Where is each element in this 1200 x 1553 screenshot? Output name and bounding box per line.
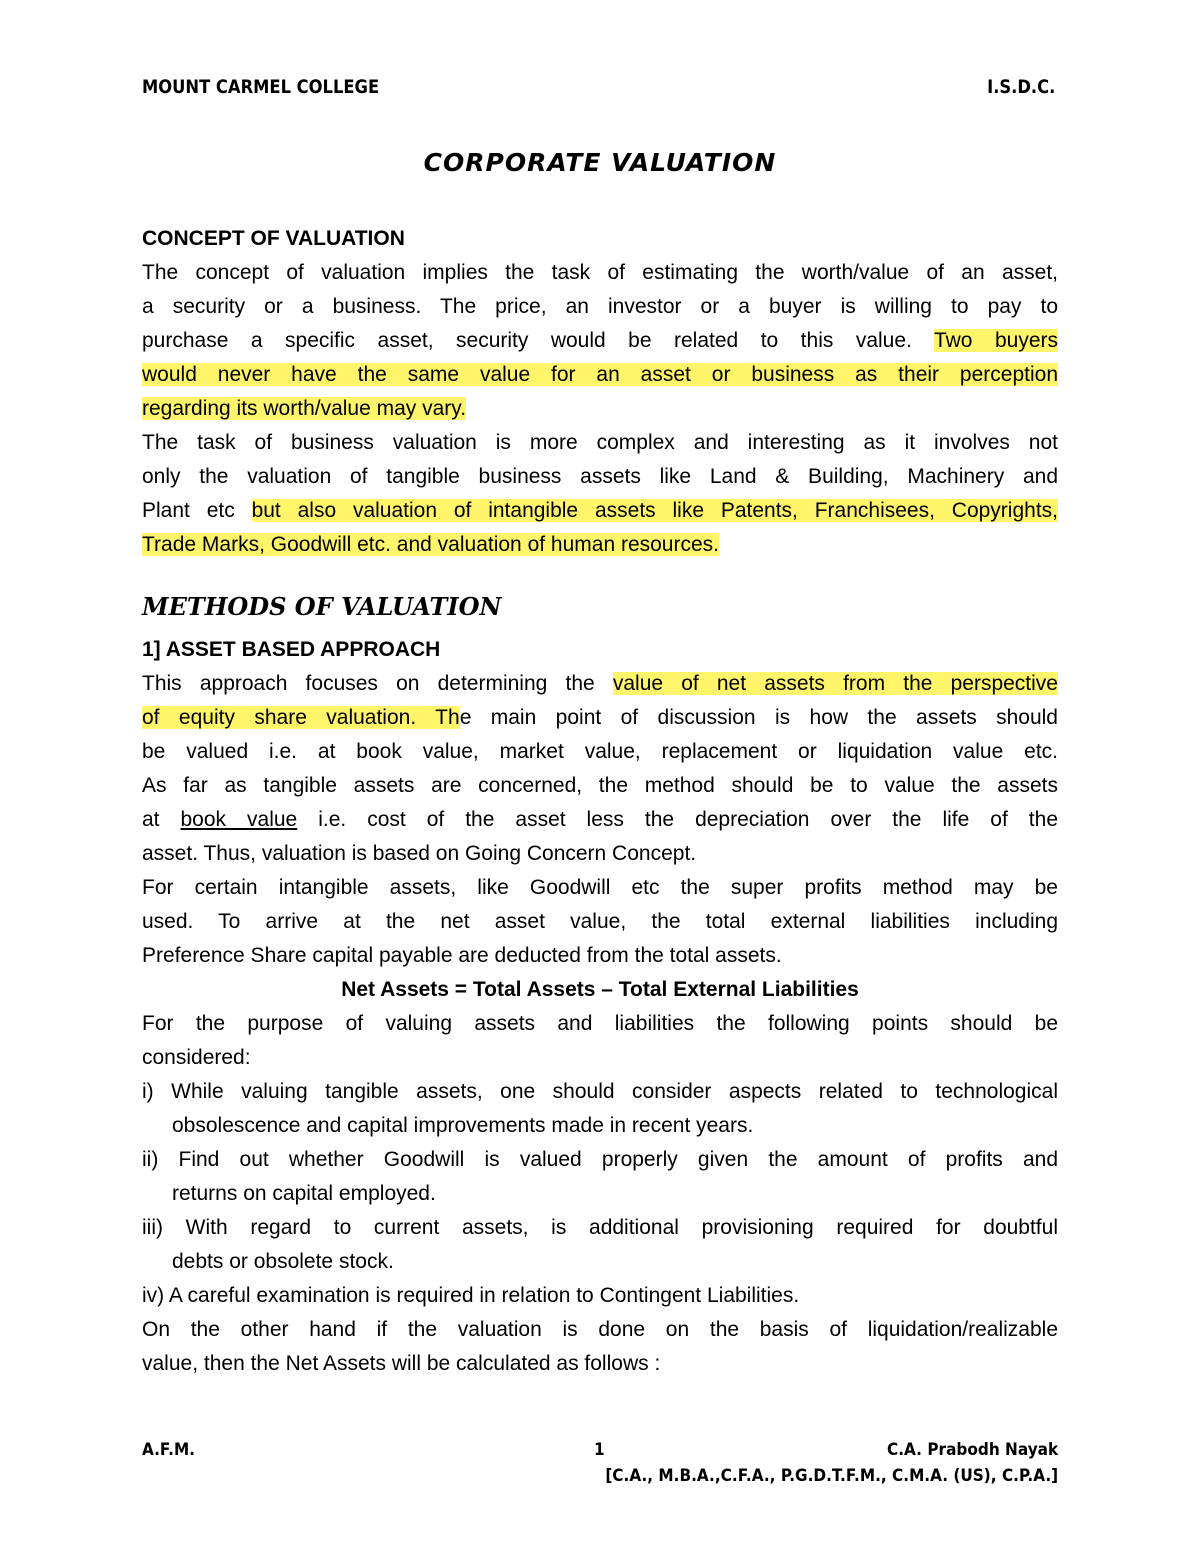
- highlighted-text: Two buyers: [933, 329, 1058, 352]
- paragraph-line: [142, 701, 1058, 735]
- concept-section: [142, 222, 1058, 562]
- list-item-continuation: debts or obsolete stock.: [172, 1250, 394, 1273]
- paragraph-line: asset. Thus, valuation is based on Going Concern Concept.: [142, 842, 697, 865]
- header-college-name: MOUNT CARMEL COLLEGE: [142, 76, 380, 98]
- highlighted-text: of equity share valuation. Th: [142, 706, 460, 729]
- highlighted-text: but also valuation of intangible assets like Patents, Franchisees, Copyrights,: [251, 499, 1058, 522]
- asset-approach-section: [142, 633, 1058, 1381]
- paragraph-line: For the purpose of valuing assets and liabilities the following points should be: [142, 1012, 1058, 1035]
- concept-heading: CONCEPT OF VALUATION: [142, 227, 405, 250]
- highlighted-text: would never have the same value for an asset or business as their perception: [142, 363, 1058, 386]
- paragraph-line: [142, 803, 1058, 837]
- text-run: e main point of discussion is how the assets should: [459, 706, 1058, 729]
- methods-heading: METHODS OF VALUATION: [142, 592, 502, 621]
- asset-approach-heading: 1] ASSET BASED APPROACH: [142, 638, 441, 661]
- text-run: Plant etc: [142, 499, 252, 522]
- paragraph-line: [142, 358, 1058, 392]
- paragraph-line: [142, 667, 1058, 701]
- paragraph-line: [142, 392, 1058, 426]
- highlighted-text: regarding its worth/value may vary.: [142, 397, 467, 420]
- paragraph-line: [142, 324, 1058, 358]
- paragraph-line: only the valuation of tangible business assets like Land & Building, Machinery and: [142, 465, 1058, 488]
- list-item-continuation: returns on capital employed.: [172, 1182, 436, 1205]
- highlighted-text: value of net assets from the perspective: [612, 672, 1058, 695]
- document-title: CORPORATE VALUATION: [423, 148, 777, 177]
- paragraph-line: The concept of valuation implies the task of estimating the worth/value of an asset,: [142, 261, 1058, 284]
- paragraph-line: used. To arrive at the net asset value, the total external liabilities including: [142, 910, 1058, 933]
- footer-qualifications: [C.A., M.B.A.,C.F.A., P.G.D.T.F.M., C.M.A. (US), C.P.A.]: [605, 1466, 1058, 1486]
- list-item: i) While valuing tangible assets, one should consider aspects related to technological: [142, 1080, 1058, 1103]
- paragraph-line: [142, 494, 1058, 528]
- net-assets-formula: Net Assets = Total Assets – Total External Liabilities: [341, 978, 859, 1001]
- text-run: purchase a specific asset, security would be related to this value.: [142, 329, 934, 352]
- underlined-text: book value: [180, 808, 298, 831]
- paragraph-line: As far as tangible assets are concerned, the method should be to value the assets: [142, 774, 1058, 797]
- paragraph-line: considered:: [142, 1046, 251, 1069]
- footer-course: A.F.M.: [142, 1440, 196, 1460]
- page-number: 1: [594, 1440, 605, 1460]
- paragraph-line: a security or a business. The price, an investor or a buyer is willing to pay to: [142, 295, 1058, 318]
- footer-author: C.A. Prabodh Nayak: [886, 1440, 1058, 1460]
- paragraph-line: On the other hand if the valuation is done on the basis of liquidation/realizable: [142, 1318, 1058, 1341]
- paragraph-line: Preference Share capital payable are deducted from the total assets.: [142, 944, 782, 967]
- paragraph-line: [142, 528, 1058, 562]
- paragraph-line: For certain intangible assets, like Goodwill etc the super profits method may be: [142, 876, 1058, 899]
- list-item: iv) A careful examination is required in relation to Contingent Liabilities.: [142, 1284, 800, 1307]
- list-item: iii) With regard to current assets, is additional provisioning required for doubtful: [142, 1216, 1058, 1239]
- text-run: at: [142, 808, 181, 831]
- highlighted-text: Trade Marks, Goodwill etc. and valuation of human resources.: [142, 533, 719, 556]
- list-item-continuation: obsolescence and capital improvements made in recent years.: [172, 1114, 754, 1137]
- text-run: This approach focuses on determining the: [142, 672, 613, 695]
- text-run: i.e. cost of the asset less the depreciation over the life of the: [297, 808, 1058, 831]
- paragraph-line: be valued i.e. at book value, market value, replacement or liquidation value etc.: [142, 740, 1058, 763]
- list-item: ii) Find out whether Goodwill is valued properly given the amount of profits and: [142, 1148, 1058, 1171]
- header-department: I.S.D.C.: [986, 76, 1055, 98]
- paragraph-line: The task of business valuation is more complex and interesting as it involves not: [142, 431, 1058, 454]
- paragraph-line: value, then the Net Assets will be calculated as follows :: [142, 1352, 661, 1375]
